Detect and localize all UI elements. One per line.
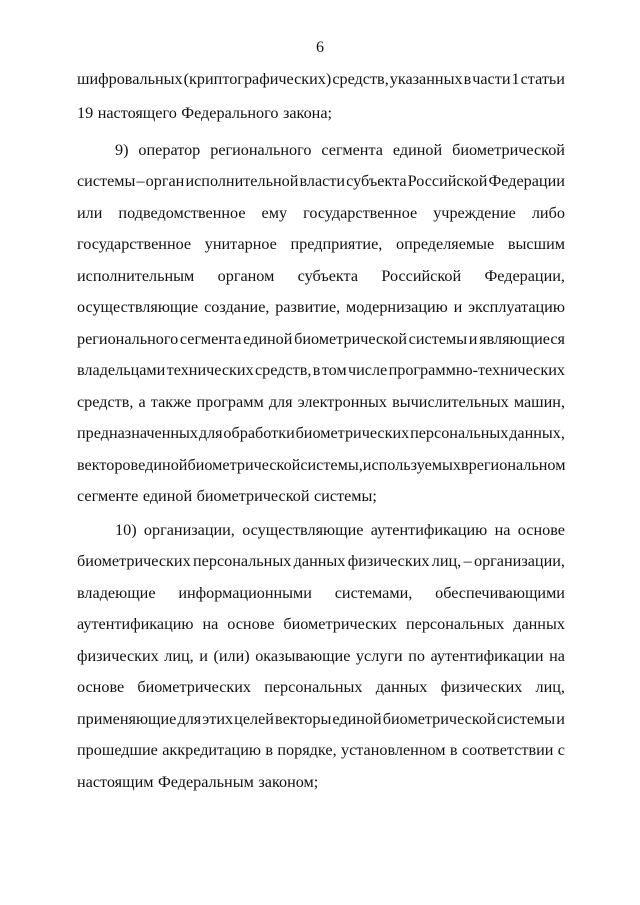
- text-line: [77, 423, 565, 443]
- word: органом: [217, 267, 275, 285]
- word: высшим: [507, 235, 565, 253]
- word: данных: [375, 678, 428, 696]
- word: регионального: [210, 141, 312, 159]
- word: 19: [77, 104, 94, 122]
- word: биометрических: [295, 424, 410, 442]
- word: векторы: [275, 710, 332, 728]
- word: единой: [392, 141, 443, 159]
- word: (криптографических): [183, 70, 332, 88]
- text-line: [77, 266, 565, 286]
- word: основе: [517, 521, 565, 539]
- word: аккредитацию: [162, 741, 261, 759]
- word: биометрической: [187, 456, 301, 474]
- word: биометрической: [452, 141, 565, 159]
- word: персональных: [264, 678, 363, 696]
- word: физических: [77, 647, 159, 665]
- word: государственное: [303, 204, 418, 222]
- word: и: [199, 647, 208, 665]
- word: системы;: [314, 487, 377, 505]
- word: аутентификации: [430, 647, 544, 665]
- word: лиц,: [431, 552, 462, 570]
- word: биометрической: [382, 710, 496, 728]
- word: являющиеся: [479, 330, 565, 348]
- text-line: [77, 486, 565, 506]
- word: государственное: [77, 235, 192, 253]
- word: ему: [261, 204, 288, 222]
- word: лиц,: [535, 678, 565, 696]
- word: оказывающие: [255, 647, 351, 665]
- word: либо: [531, 204, 565, 222]
- word: шифровальных: [77, 70, 183, 88]
- word: системами,: [334, 584, 413, 602]
- word: на: [549, 647, 565, 665]
- text-line: [77, 677, 565, 697]
- text-line: [77, 551, 565, 571]
- word: программ: [196, 393, 264, 411]
- word: биометрических: [137, 678, 252, 696]
- text-line: [77, 69, 565, 89]
- word: векторов: [77, 456, 139, 474]
- word: и: [556, 710, 565, 728]
- word: организации,: [143, 521, 235, 539]
- word: данных,: [509, 424, 565, 442]
- word: указанных: [389, 70, 463, 88]
- word: аутентификацию: [370, 521, 488, 539]
- word: применяющие: [77, 710, 177, 728]
- text-line: [77, 103, 565, 123]
- word: числе: [347, 361, 388, 379]
- word: орган: [145, 172, 185, 190]
- word: настоящим: [77, 773, 154, 791]
- word: субъекта: [297, 267, 359, 285]
- word: биометрических: [283, 615, 398, 633]
- word: для: [268, 393, 293, 411]
- text-line: [77, 297, 565, 317]
- word: в: [449, 741, 458, 759]
- word: предприятие,: [290, 235, 383, 253]
- word: эксплуатацию: [468, 298, 565, 316]
- word: (или): [213, 647, 250, 665]
- word: власти: [299, 172, 346, 190]
- word: Российской: [407, 172, 488, 190]
- word: региональном: [468, 456, 566, 474]
- text-line: [77, 614, 565, 634]
- word: аутентификацию: [77, 615, 194, 633]
- word: основе: [227, 615, 275, 633]
- word: лиц,: [164, 647, 194, 665]
- word: законом;: [258, 773, 319, 791]
- word: –: [136, 172, 145, 190]
- word: биометрической: [196, 487, 310, 505]
- word: этих: [202, 710, 234, 728]
- word: системы: [408, 330, 468, 348]
- word: установленном: [341, 741, 446, 759]
- word: биометрических: [77, 552, 191, 570]
- word: услуги: [355, 647, 403, 665]
- word: единой: [142, 487, 193, 505]
- word: системы: [496, 710, 556, 728]
- word: единой: [243, 330, 293, 348]
- word: основе: [77, 678, 125, 696]
- word: настоящего: [97, 104, 177, 122]
- word: для: [177, 710, 202, 728]
- word: персональных: [405, 615, 505, 633]
- word: унитарное: [204, 235, 277, 253]
- text-line: [77, 455, 565, 475]
- text-line: [77, 329, 565, 349]
- word: обеспечивающими: [435, 584, 565, 602]
- word: на: [494, 521, 511, 539]
- word: на: [202, 615, 219, 633]
- word: владеющие: [77, 584, 156, 602]
- word: определяемые: [395, 235, 495, 253]
- word: развитие,: [275, 298, 341, 316]
- word: биометрической: [294, 330, 407, 348]
- word: субъекта: [346, 172, 407, 190]
- page-number: 6: [316, 39, 324, 56]
- word: исполнительным: [77, 267, 195, 285]
- word: целей: [234, 710, 274, 728]
- word: создание,: [204, 298, 270, 316]
- text-line: [77, 392, 565, 412]
- text-line: [77, 234, 565, 254]
- word: обработки: [223, 424, 295, 442]
- word: технических: [166, 361, 254, 379]
- word: 1: [511, 70, 520, 88]
- word: информационными: [178, 584, 312, 602]
- word: модернизацию: [346, 298, 448, 316]
- word: единой: [138, 456, 188, 474]
- text-line: [77, 203, 565, 223]
- text-line: [115, 140, 565, 160]
- word: сегменте: [77, 487, 139, 505]
- word: используемых: [362, 456, 461, 474]
- word: в: [463, 70, 472, 88]
- word: для: [198, 424, 223, 442]
- word: прошедшие: [77, 741, 158, 759]
- word: Федерального: [181, 104, 279, 122]
- word: также: [150, 393, 192, 411]
- word: машин,: [513, 393, 565, 411]
- word: системы,: [300, 456, 363, 474]
- text-line: [77, 772, 565, 792]
- word: порядке,: [277, 741, 337, 759]
- word: и: [453, 298, 463, 316]
- text-line: [115, 520, 565, 540]
- word: Федерации: [488, 172, 565, 190]
- word: физических: [440, 678, 523, 696]
- word: регионального: [77, 330, 179, 348]
- word: данных: [513, 615, 565, 633]
- word: средств,: [332, 70, 389, 88]
- word: 9): [115, 141, 129, 159]
- word: предназначенных: [77, 424, 199, 442]
- word: организации,: [473, 552, 565, 570]
- word: соответствии: [461, 741, 554, 759]
- word: и: [468, 330, 478, 348]
- word: статьи: [520, 70, 565, 88]
- word: персональных: [410, 424, 509, 442]
- word: данных: [293, 552, 346, 570]
- text-line: [77, 583, 565, 603]
- word: в: [460, 456, 469, 474]
- word: или: [77, 204, 103, 222]
- text-line: [77, 360, 565, 380]
- word: системы: [77, 172, 136, 190]
- text-line: [77, 740, 565, 760]
- word: осуществляющие: [77, 298, 199, 316]
- word: а: [138, 393, 146, 411]
- text-line: [77, 709, 565, 729]
- word: персональных: [193, 552, 292, 570]
- word: с: [557, 741, 565, 759]
- word: исполнительной: [185, 172, 299, 190]
- word: сегмента: [179, 330, 242, 348]
- word: сегмента: [321, 141, 383, 159]
- word: том: [321, 361, 347, 379]
- word: Российской: [381, 267, 462, 285]
- word: владельцами: [77, 361, 166, 379]
- word: программно-технических: [388, 361, 565, 379]
- word: учреждение: [433, 204, 516, 222]
- word: электронных: [297, 393, 388, 411]
- word: в: [312, 361, 321, 379]
- word: оператор: [138, 141, 201, 159]
- word: по: [408, 647, 425, 665]
- word: Федерации,: [484, 267, 565, 285]
- word: в: [265, 741, 274, 759]
- word: единой: [332, 710, 382, 728]
- word: физических: [347, 552, 430, 570]
- word: 10): [115, 521, 137, 539]
- text-line: [77, 171, 565, 191]
- word: средств,: [77, 393, 134, 411]
- word: вычислительных: [392, 393, 509, 411]
- text-line: [77, 646, 565, 666]
- word: Федеральным: [158, 773, 254, 791]
- word: закона;: [282, 104, 333, 122]
- word: средств,: [255, 361, 312, 379]
- word: –: [463, 552, 472, 570]
- word: подведомственное: [118, 204, 246, 222]
- word: осуществляющие: [242, 521, 364, 539]
- word: части: [472, 70, 511, 88]
